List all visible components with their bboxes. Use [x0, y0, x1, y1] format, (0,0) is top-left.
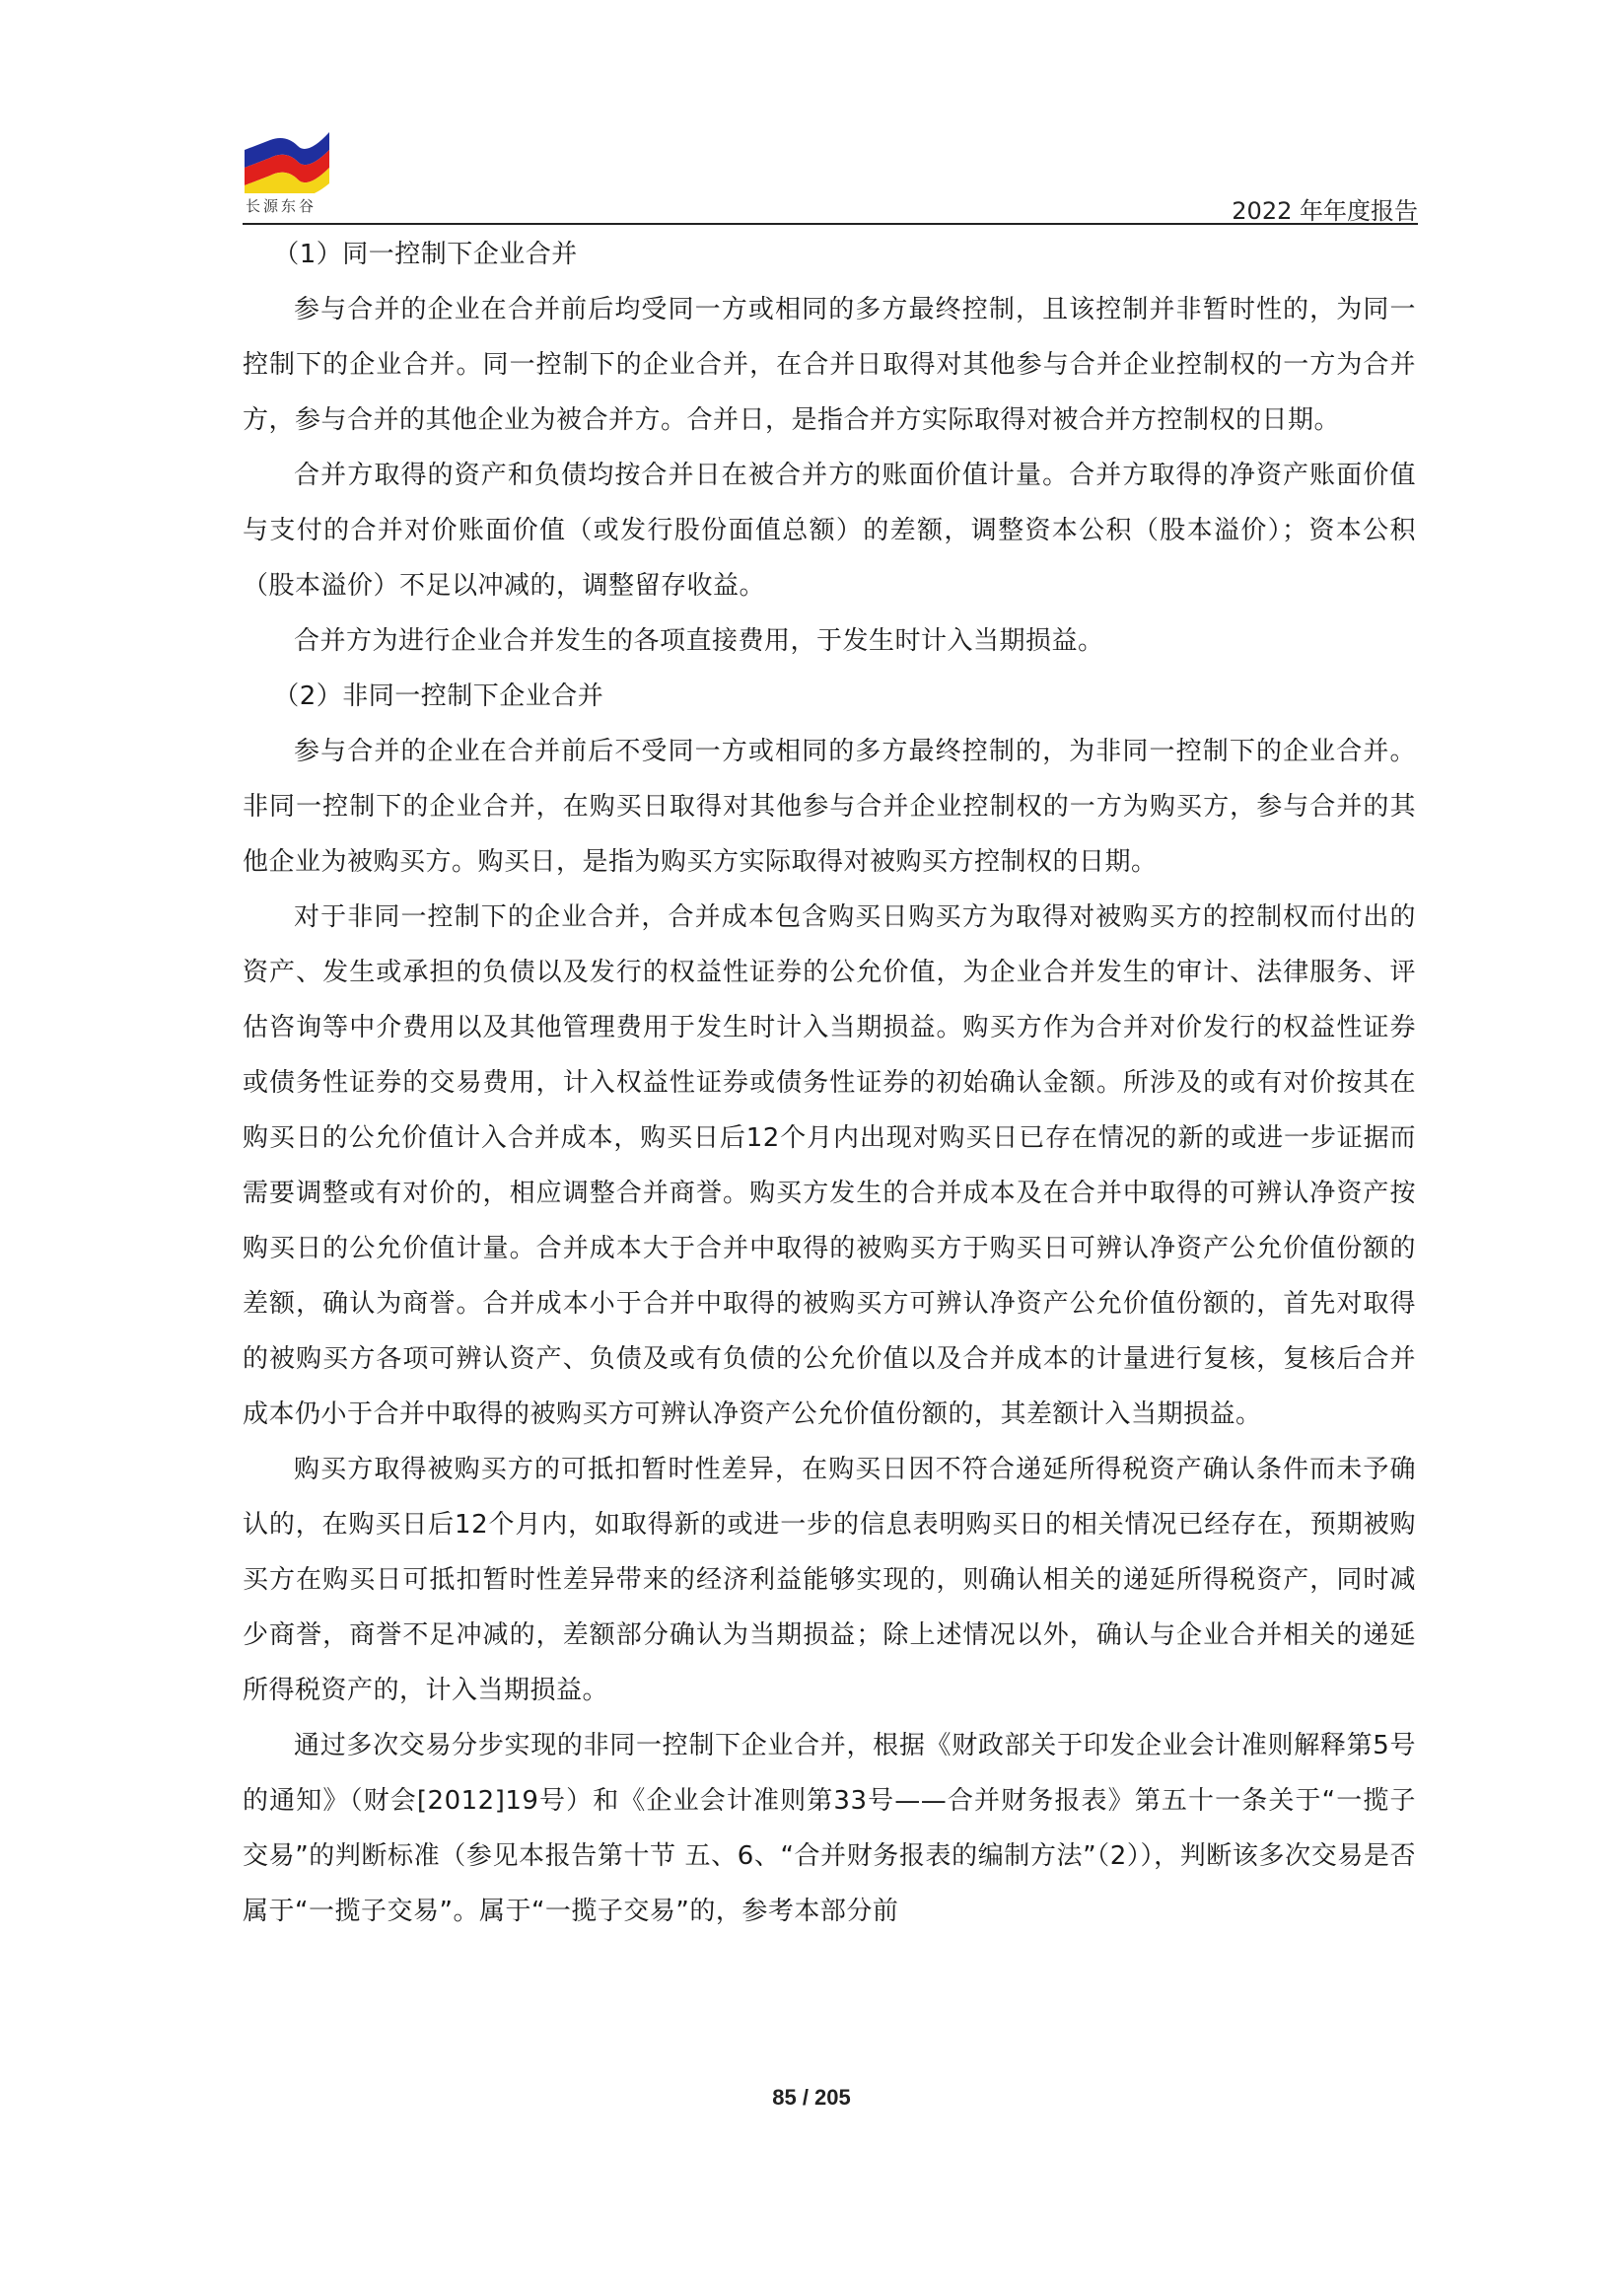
document-body: [243, 227, 1416, 1939]
report-title: 2022 年年度报告: [1232, 197, 1418, 225]
header-divider: [243, 223, 1418, 225]
paragraph: 合并方取得的资产和负债均按合并日在被合并方的账面价值计量。合并方取得的净资产账面价值与支付的合并对价账面价值（或发行股份面值总额）的差额，调整资本公积（股本溢价）；资本公积（股本溢价）不足以冲减的，调整留存收益。: [243, 461, 1416, 601]
paragraph: 购买方取得被购买方的可抵扣暂时性差异，在购买日因不符合递延所得税资产确认条件而未予确认的，在购买日后12个月内，如取得新的或进一步的信息表明购买日的相关情况已经存在，预期被购买方在购买日可抵扣暂时性差异带来的经济利益能够实现的，则确认相关的递延所得税资产，同时减少商誉，商誉不足冲减的，差额部分确认为当期损益；除上述情况以外，确认与企业合并相关的递延所得税资产的，计入当期损益。: [243, 1455, 1416, 1705]
page-number: 85 / 205: [772, 2085, 851, 2110]
paragraph: 参与合并的企业在合并前后不受同一方或相同的多方最终控制的，为非同一控制下的企业合并。非同一控制下的企业合并，在购买日取得对其他参与合并企业控制权的一方为购买方，参与合并的其他企业为被购买方。购买日，是指为购买方实际取得对被购买方控制权的日期。: [243, 737, 1416, 877]
paragraph: 合并方为进行企业合并发生的各项直接费用，于发生时计入当期损益。: [294, 626, 1104, 656]
paragraph: 通过多次交易分步实现的非同一控制下企业合并，根据《财政部关于印发企业会计准则解释第5号的通知》（财会[2012]19号）和《企业会计准则第33号——合并财务报表》第五十一条关于“一揽子交易”的判断标准（参见本报告第十节 五、6、“合并财务报表的编制方法”（2）），判断该多次交易是否属于“一揽子交易”。属于“一揽子交易”的，参考本部分前: [243, 1731, 1416, 1926]
section-heading: （2）非同一控制下企业合并: [273, 682, 604, 711]
logo-text: 长源东谷: [246, 197, 318, 215]
section-heading: （1）同一控制下企业合并: [273, 240, 578, 269]
paragraph: 参与合并的企业在合并前后均受同一方或相同的多方最终控制，且该控制并非暂时性的，为同一控制下的企业合并。同一控制下的企业合并，在合并日取得对其他参与合并企业控制权的一方为合并方，参与合并的其他企业为被合并方。合并日，是指合并方实际取得对被合并方控制权的日期。: [243, 295, 1416, 435]
page-header: [243, 128, 1418, 225]
logo-wave-icon: [243, 128, 331, 193]
company-logo: [243, 128, 331, 219]
paragraph: 对于非同一控制下的企业合并，合并成本包含购买日购买方为取得对被购买方的控制权而付出的资产、发生或承担的负债以及发行的权益性证券的公允价值，为企业合并发生的审计、法律服务、评估咨询等中介费用以及其他管理费用于发生时计入当期损益。购买方作为合并对价发行的权益性证券或债务性证券的交易费用，计入权益性证券或债务性证券的初始确认金额。所涉及的或有对价按其在购买日的公允价值计入合并成本，购买日后12个月内出现对购买日已存在情况的新的或进一步证据而需要调整或有对价的，相应调整合并商誉。购买方发生的合并成本及在合并中取得的可辨认净资产按购买日的公允价值计量。合并成本大于合并中取得的被购买方于购买日可辨认净资产公允价值份额的差额，确认为商誉。合并成本小于合并中取得的被购买方可辨认净资产公允价值份额的，首先对取得的被购买方各项可辨认资产、负债及或有负债的公允价值以及合并成本的计量进行复核，复核后合并成本仍小于合并中取得的被购买方可辨认净资产公允价值份额的，其差额计入当期损益。: [243, 902, 1416, 1429]
